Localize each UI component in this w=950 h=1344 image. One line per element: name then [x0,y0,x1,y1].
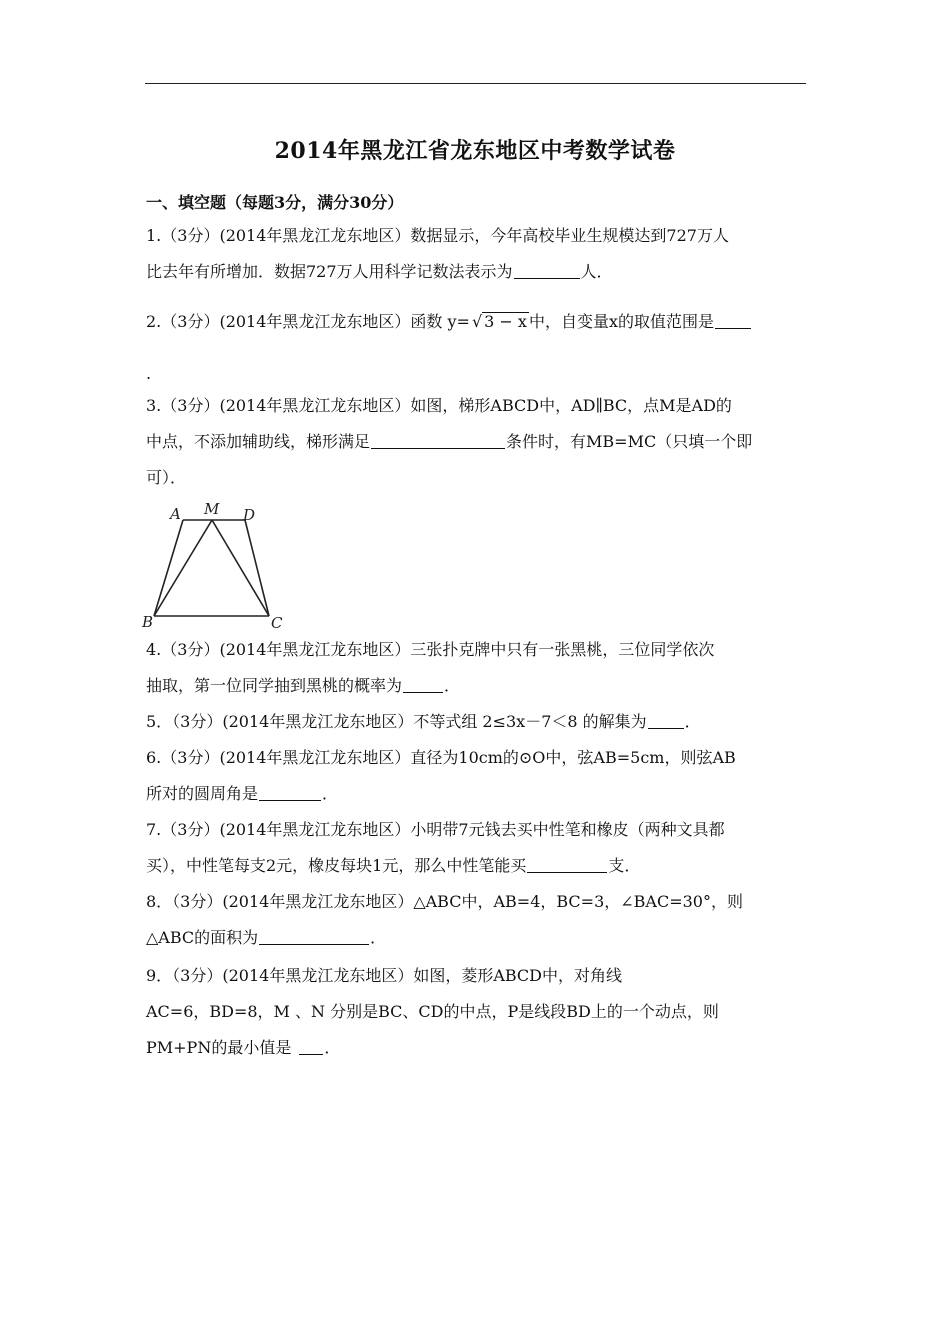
question-1-line-1: 1.（3分）(2014年黑龙江龙东地区）数据显示，今年高校毕业生规模达到727万人 [146,226,729,245]
question-7-line-1: 7.（3分）(2014年黑龙江龙东地区）小明带7元钱去买中性笔和橡皮（两种文具都 [146,820,725,839]
question-9-line-1: 9．（3分）(2014年黑龙江龙东地区）如图，菱形ABCD中，对角线 [146,966,623,985]
header-rule [145,83,806,84]
question-3-line-3: 可）． [146,468,187,487]
answer-blank[interactable] [403,676,443,693]
answer-blank[interactable] [259,784,321,801]
question-2-line-1: 2.（3分）(2014年黑龙江龙东地区）函数 y= √ 3 − x 中，自变量x的取值范围是 [146,304,808,340]
label-a: A [170,505,181,523]
segment-mc [212,520,269,616]
label-m: M [204,500,220,518]
question-9 [146,958,808,1066]
question-4-line-2: 抽取，第一位同学抽到黑桃的概率为 ． [146,676,461,695]
question-6 [146,740,808,812]
question-3-line-2: 中点，不添加辅助线，梯形满足 条件时，有MB=MC（只填一个即 [146,432,753,451]
segment-dc [245,520,269,616]
label-b: B [142,613,154,631]
question-7 [146,812,808,884]
question-4-line-1: 4.（3分）(2014年黑龙江龙东地区）三张扑克牌中只有一张黑桃，三位同学依次 [146,640,715,659]
answer-blank[interactable] [514,262,580,279]
question-1 [146,218,808,290]
question-9-line-3: PM+PN的最小值是 ． [146,1038,341,1057]
answer-blank[interactable] [648,712,684,729]
question-3-line-1: 3.（3分）(2014年黑龙江龙东地区）如图，梯形ABCD中，AD∥BC，点M是AD的 [146,396,732,415]
label-d: D [243,506,256,524]
answer-blank[interactable] [299,1038,323,1055]
trapezoid-figure [140,500,300,632]
label-c: C [271,614,283,632]
question-3 [146,388,808,496]
sqrt-expression: √ 3 − x [471,312,527,331]
question-9-line-2: AC=6，BD=8，M 、N 分别是BC、CD的中点，P是线段BD上的一个动点，则 [146,1002,719,1021]
question-8-line-1: 8．（3分）(2014年黑龙江龙东地区）△ABC中，AB=4，BC=3，∠BAC=30°，则 [146,892,743,911]
question-8 [146,884,808,956]
answer-blank[interactable] [371,432,505,449]
section-heading: 一、填空题（每题3分，满分30分） [146,193,404,212]
question-2 [146,304,808,392]
question-8-line-2: △ABC的面积为 ． [146,928,387,947]
question-1-line-2: 比去年有所增加．数据727万人用科学记数法表示为 人． [146,262,613,281]
question-2-line-2: . [146,364,152,383]
answer-blank[interactable] [527,856,607,873]
question-7-line-2: 买），中性笔每支2元，橡皮每块1元，那么中性笔能买 支． [146,856,641,875]
segment-mb [154,520,212,616]
segment-ab [154,520,183,616]
question-5-line-1: 5．（3分）(2014年黑龙江龙东地区）不等式组 2≤3x－7＜8 的解集为 ． [146,712,701,731]
question-6-line-2: 所对的圆周角是 ． [146,784,339,803]
question-5 [146,704,808,740]
answer-blank[interactable] [715,312,751,329]
question-6-line-1: 6.（3分）(2014年黑龙江龙东地区）直径为10cm的⊙O中，弦AB=5cm，则弦AB [146,748,736,767]
question-4 [146,632,808,704]
answer-blank[interactable] [259,928,369,945]
page-title: 2014年黑龙江省龙东地区中考数学试卷 [274,138,676,164]
